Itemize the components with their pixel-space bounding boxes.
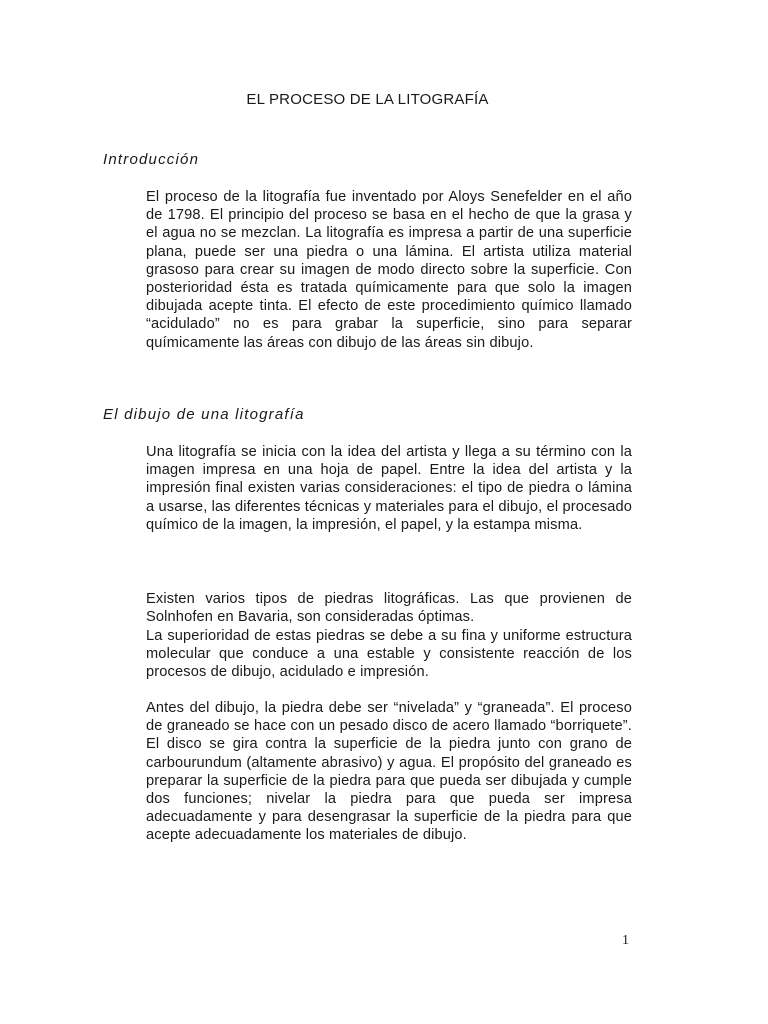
paragraph-dibujo-4: Antes del dibujo, la piedra debe ser “nivelada” y “graneada”. El proceso de graneado se hace con un pesado disco de acero llamado “borriquete”. El disco se gira contra la superficie de la piedra junto con grano de carbourundum (altamente abrasivo) y agua. El propósito del graneado es preparar la superficie de la piedra para que pueda ser dibujada y cumple dos funciones; nivelar la piedra para que pueda ser impresa adecuadamente y para desengrasar la superficie de la piedra para que acepte adecuadamente los materiales de dibujo. <box>146 700 632 844</box>
page-number: 1 <box>622 933 629 948</box>
section-heading-dibujo: El dibujo de una litografía <box>103 406 305 423</box>
paragraph-dibujo-3: La superioridad de estas piedras se debe a su fina y uniforme estructura molecular que conduce a una estable y consistente reacción de los procesos de dibujo, acidulado e impresión. <box>146 628 632 681</box>
paragraph-introduccion: El proceso de la litografía fue inventado por Aloys Senefelder en el año de 1798. El principio del proceso se basa en el hecho de que la grasa y el agua no se mezclan. La litografía es impresa a partir de una superficie plana, puede ser una piedra o una lámina. El artista utiliza material grasoso para crear su imagen de modo directo sobre la superficie. Con posterioridad ésta es tratada químicamente para que solo la imagen dibujada acepte tinta. El efecto de este procedimiento químico llamado “acidulado” no es para grabar la superficie, sino para separar químicamente las áreas con dibujo de las áreas sin dibujo. <box>146 189 632 351</box>
paragraph-dibujo-1: Una litografía se inicia con la idea del artista y llega a su término con la imagen impresa en una hoja de papel. Entre la idea del artista y la impresión final existen varias consideraciones: el tipo de piedra o lámina a usarse, las diferentes técnicas y materiales para el dibujo, el procesado químico de la imagen, la impresión, el papel, y la estampa misma. <box>146 444 632 533</box>
paragraph-dibujo-2: Existen varios tipos de piedras litográficas. Las que provienen de Solnhofen en Bavaria, son consideradas óptimas. <box>146 591 632 626</box>
section-heading-introduccion: Introducción <box>103 151 200 168</box>
page-title: EL PROCESO DE LA LITOGRAFÍA <box>246 91 489 108</box>
